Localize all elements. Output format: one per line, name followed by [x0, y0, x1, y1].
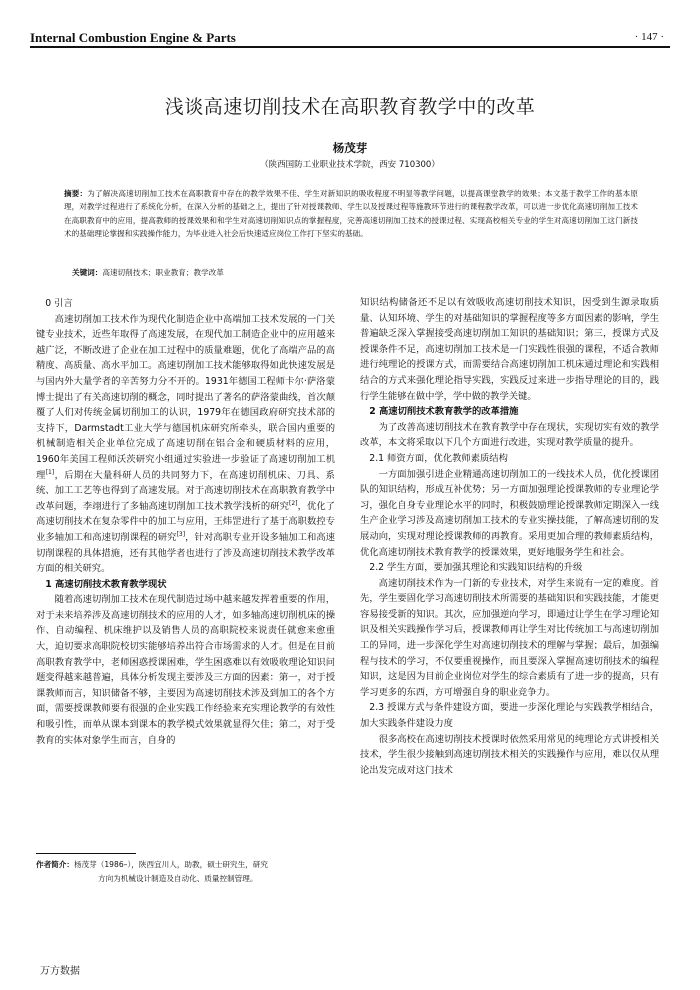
keywords — [72, 267, 632, 278]
right-column — [360, 295, 659, 778]
subsection-heading-methods: 2.3 授课方式与条件建设方面，要进一步深化理论与实践教学相结合，加大实践条件建设力度 — [360, 702, 659, 730]
footnote-line: 杨茂芽（1986–），陕西宜川人，助教，硕士研究生，研究 — [73, 860, 268, 869]
text-run: ，优化了高速切削技术在复杂零件中的加工与应用，王炜罡进行了基于高职数控专业多轴加工和高速切削课程的研究 — [36, 500, 335, 543]
article-title: 浅谈高速切削技术在高职教育教学中的改革 — [164, 96, 536, 118]
paragraph: 知识结构储备还不足以有效吸收高速切削技术知识，因受到生源录取质量、认知环境、学生的对基础知识的掌握程度等多方面因素的影响，学生普遍缺乏深入掌握接受高速切削加工知识的基础知识；第三，授课方式及授课条件不足，高速切削加工技术是一门实践性很强的课程，不适合教师进行纯理论的授课方式，而需要结合高速切削加工机床通过理论和实践相结合的方式来强化理论指导实践，实践反过来进一步指导理论的目的，践行学生能够在做中学，学中做的教学关键。 — [360, 297, 659, 402]
section-heading-status: 1 高速切削技术教育教学现状 — [45, 578, 167, 590]
citation: [2] — [289, 499, 298, 507]
citation: [3] — [176, 530, 186, 538]
abstract-text: 为了解决高速切削加工技术在高职教育中存在的教学效果不佳、学生对新知识的吸收程度不明显等教学问题，以提高课堂教学的效果；本文基于教学工作的基本原理，对教学过程进行了系统化分析，在深入分析的基础之上，提出了针对授课教师、学生以及授课过程等施教环节进行的课程教学改革，可以进一步优化高速切削加工技术在高职教育中的应用，提高教师的授课效果和和学生对高速切削知识点的掌握程度，完善高速切削加工技术的授课过程、实现高校相关专业的学生对高速切削加工这门新技术的基础理论掌握和实践操作能力，为毕业进入社会后快速适应岗位工作打下坚实的基础。 — [64, 189, 638, 238]
paragraph: 高速切削技术作为一门新的专业技术，对学生来说有一定的难度。首先，学生要固化学习高速切削技术所需要的基础知识和实践技能，才能更容易接受新的知识。其次，应加强逆向学习，即通过让学生在学习理论知识及相关实践操作学习后，授课教师再让学生对比传统加工与高速切削加工的异同，进一步深化学生对高速切削技术的理解与掌握；最后，加强编程与技术的学习，不仅要重视操作，而且要深入掌握高速切削技术的编程知识，这是因为目前企业岗位对学生的综合素质有了进一步的提高，只有学习更多的东西，方可增强自身的职业竞争力。 — [360, 577, 659, 698]
paragraph — [36, 312, 335, 577]
author-affiliation: （陕西国防工业职业技术学院，西安 710300） — [260, 160, 440, 170]
section-heading-intro: 0 引言 — [45, 298, 73, 309]
paragraph: 随着高速切削加工技术在现代制造过场中越来越发挥着重要的作用，对于未来培养涉及高速切削技术的应用的人才，如多轴高速切削机床的操作、自动编程、机床维护以及销售人员的高职院校来说责任就愈来愈重大，迫切要求高职院校切实能够培养出符合市场需求的人才。但是在目前高职教育教学中，老师困惑授课困难，学生困惑难以有效吸收理论知识问题变得越来越普遍，具体分析发现主要涉及三方面的因素：第一，对于授课教师而言，知识储备不够，主要因为高速切削技术涉及到加工的各个方面，需要授课教师要有很强的企业实践工作经验来充实理论教学的有效性和吸引性，而单从课本到课本的教学模式效果就显得欠佳；第二，对于受教育的实体对象学生而言，自身的 — [36, 594, 335, 746]
source-watermark: 万方数据 — [40, 966, 80, 977]
author-footnote — [36, 858, 336, 886]
keywords-text: 高速切削技术；职业教育；教学改革 — [102, 268, 224, 277]
paragraph: 为了改善高速切削技术在教育教学中存在现状，实现切实有效的教学改革，本文将采取以下几个方面进行改进，实现对教学质量的提升。 — [360, 421, 659, 449]
keywords-label: 关键词： — [72, 268, 103, 277]
subsection-heading-students: 2.2 学生方面，要加强其理论和实践知识结构的升级 — [369, 562, 583, 574]
abstract — [64, 187, 638, 240]
footnote-line: 方向为机械设计制造及自动化、质量控制管理。 — [98, 874, 258, 883]
section-heading-reform: 2 高速切削技术教育教学的改革措施 — [369, 406, 519, 418]
text-run: ，后期在大量科研人员的共同努力下，在高速切削机床、刀具、系统、加工工艺等也得到了高速发展。对于高速切削技术在高职教育教学中改革问题，李翊进行了多轴高速切削加工技术教学浅析的研究 — [36, 469, 335, 512]
journal-name: Internal Combustion Engine & Parts — [30, 30, 236, 45]
text-run: ，针对高职专业开设多轴加工和高速切削课程的具体措施，还有其他学者也进行了涉及高速切削技术教学改革方面的相关研究。 — [36, 531, 335, 575]
footnote-label: 作者简介： — [36, 860, 74, 869]
abstract-label: 摘要： — [64, 189, 88, 198]
left-column — [36, 296, 335, 748]
citation: [1] — [45, 468, 55, 476]
subsection-heading-teachers: 2.1 师资方面，优化教师素质结构 — [369, 452, 508, 464]
running-header — [30, 28, 670, 48]
text-run: 高速切削加工技术作为现代化制造企业中高端加工技术发展的一门关键专业技术，近些年取得了高速发展，在现代加工制造企业中的应用越来越广泛，不断改进了企业在加工过程中的质量难题，优化了高端产品的高精度、高质量、高水平加工。高速切削加工技术能够取得如此快速发展是与国内外大量学者的辛苦努力分不开的。1931年德国工程师卡尔·萨洛蒙博士提出了有关高速切削的概念，同时提出了著名的萨洛蒙曲线，首次颠覆了人们对传统金属切削加工的认识，1979年在德国政府研究技术部的支持下，Darmstadt工业大学与德国机床研究所牵头，联合国内重要的机械制造相关企业单位完成了高速切削在铝合金和硬质材料的应用，1960年美国工程师沃茨研究小组通过实验进一步验证了高速切削加工机理 — [36, 313, 335, 481]
paragraph: 很多高校在高速切削技术授课时依然采用常见的纯理论方式讲授相关技术，学生很少接触到高速切削技术相关的实践操作与应用，难以仅从理论出发完成对这门技术 — [360, 733, 659, 776]
footnote-rule — [36, 853, 136, 854]
page-number: · 147 · — [634, 31, 664, 43]
author-name: 杨茂芽 — [332, 141, 368, 155]
paragraph: 一方面加强引进企业精通高速切削加工的一线技术人员，优化授课团队的知识结构，形成互补优势；另一方面加强理论授课教师的专业理论学习，强化自身专业理论水平的同时，积极鼓励理论授课教师定期深入一线生产企业学习涉及高速切削加工技术的专业实操技能，了解高速切削的发展动向，实现对理论授课教师的再教育。采用更加合理的教师素质结构，优化高速切削技术教育教学的授课效果，更好地服务学生和社会。 — [360, 468, 659, 558]
